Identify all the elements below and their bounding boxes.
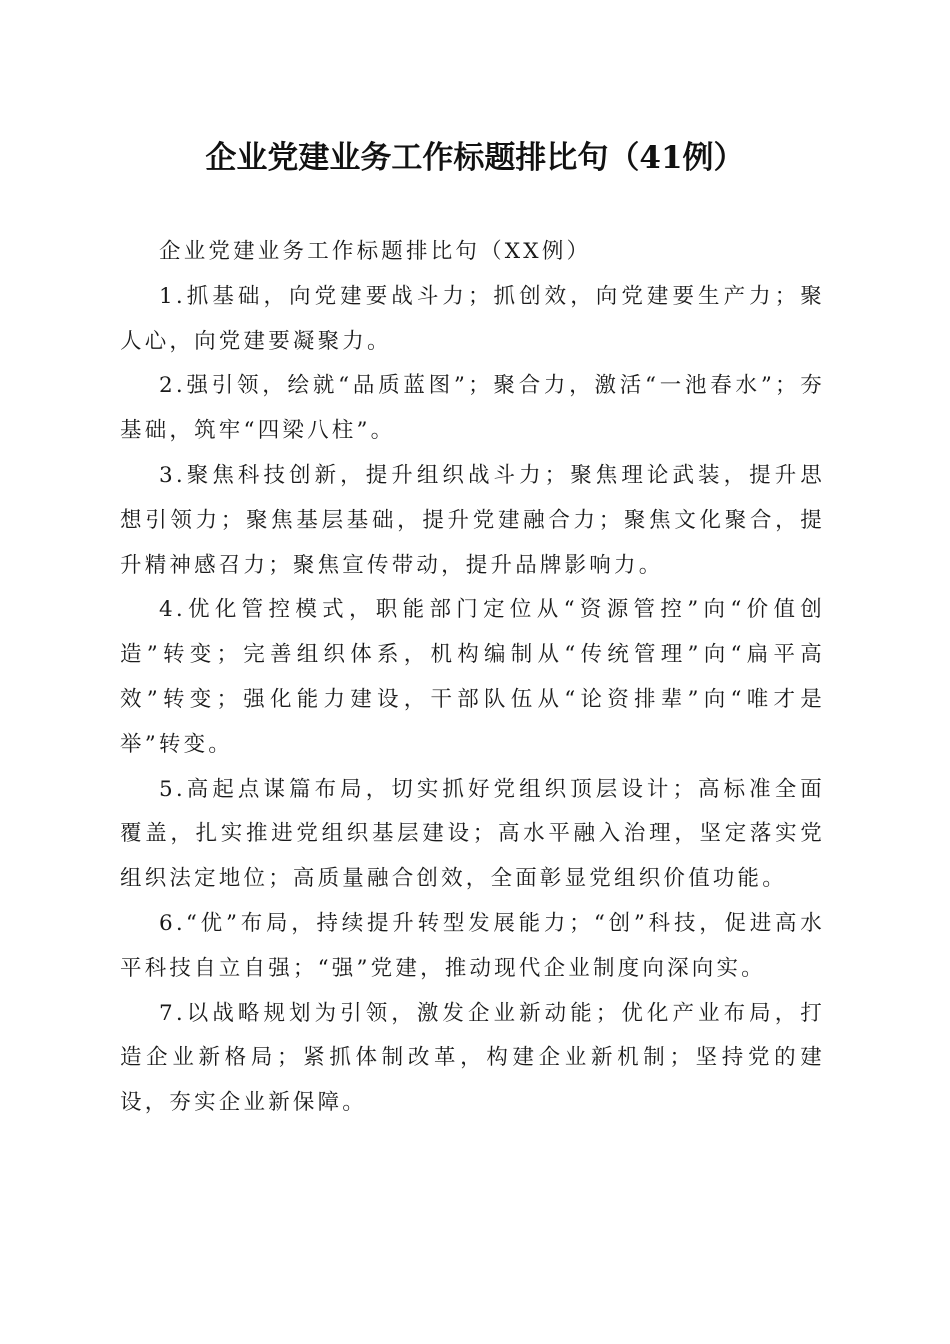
subtitle-paragraph: 企业党建业务工作标题排比句（XX例） <box>159 239 592 264</box>
document-title: 企业党建业务工作标题排比句（41例） <box>205 140 745 176</box>
paragraph-2: 2.强引领，绘就“品质蓝图”；聚合力，激活“一池春水”；夯基础，筑牢“四梁八柱”。 <box>120 373 825 444</box>
paragraph-5: 5.高起点谋篇布局，切实抓好党组织顶层设计；高标准全面覆盖，扎实推进党组织基层建设；高水平融入治理，坚定落实党组织法定地位；高质量融合创效，全面彰显党组织价值功能。 <box>120 776 825 892</box>
paragraph-4: 4.优化管控模式，职能部门定位从“资源管控”向“价值创造”转变；完善组织体系，机构编制从“传统管理”向“扁平高效”转变；强化能力建设，干部队伍从“论资排辈”向“唯才是举”转变。 <box>120 597 825 757</box>
paragraph-1: 1.抓基础，向党建要战斗力；抓创效，向党建要生产力；聚人心，向党建要凝聚力。 <box>120 283 825 354</box>
document-body <box>120 230 825 1126</box>
paragraph-3: 3.聚焦科技创新，提升组织战斗力；聚焦理论武装，提升思想引领力；聚焦基层基础，提升党建融合力；聚焦文化聚合，提升精神感召力；聚焦宣传带动，提升品牌影响力。 <box>120 462 825 578</box>
paragraph-7: 7.以战略规划为引领，激发企业新动能；优化产业布局，打造企业新格局；紧抓体制改革，构建企业新机制；坚持党的建设，夯实企业新保障。 <box>120 1000 825 1116</box>
paragraph-6: 6.“优”布局，持续提升转型发展能力；“创”科技，促进高水平科技自立自强；“强”党建，推动现代企业制度向深向实。 <box>120 910 825 981</box>
